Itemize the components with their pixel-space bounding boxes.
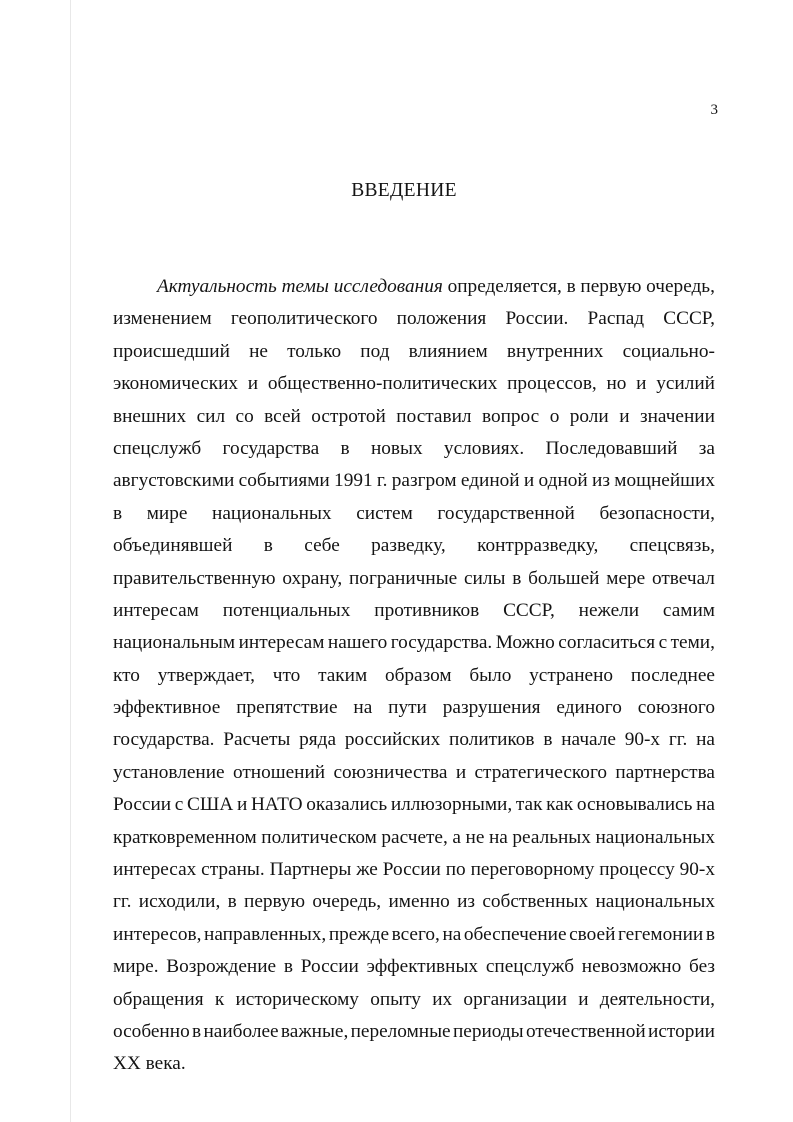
word: объединявшей bbox=[113, 535, 233, 557]
word: было bbox=[469, 664, 512, 686]
word: важные, bbox=[280, 1020, 349, 1042]
word: гегемонии bbox=[618, 923, 704, 945]
word: реальных bbox=[512, 826, 591, 848]
word: нежели bbox=[578, 599, 640, 621]
word: согласиться bbox=[558, 632, 656, 654]
word: эффективных bbox=[366, 956, 479, 978]
word: к bbox=[214, 988, 225, 1010]
word: новых bbox=[370, 437, 423, 459]
scan-edge-divider bbox=[70, 0, 71, 1122]
word: за bbox=[698, 437, 715, 459]
word: себе bbox=[304, 535, 340, 557]
word: особенно bbox=[113, 1020, 190, 1042]
word: большей bbox=[528, 567, 600, 589]
word: сил bbox=[196, 405, 226, 427]
word: всего, bbox=[391, 923, 440, 945]
word: процессов, bbox=[507, 373, 597, 395]
word: страны. bbox=[201, 859, 265, 881]
word: и bbox=[636, 373, 647, 395]
word: и bbox=[236, 794, 248, 816]
word: США bbox=[187, 794, 234, 816]
word: в bbox=[263, 535, 273, 557]
word: исходили, bbox=[138, 891, 221, 913]
word: таким bbox=[318, 664, 368, 686]
word: основывались bbox=[576, 794, 693, 816]
word: пути bbox=[388, 697, 427, 719]
word: организации bbox=[463, 988, 567, 1010]
word: на bbox=[488, 826, 508, 848]
word: и bbox=[247, 373, 259, 395]
text-line bbox=[113, 1048, 715, 1080]
word: политическом bbox=[261, 826, 377, 848]
word: отношений bbox=[232, 761, 326, 783]
word: со bbox=[235, 405, 254, 427]
word: не bbox=[249, 340, 268, 362]
word: 90-х bbox=[624, 729, 661, 751]
word: деятельности, bbox=[599, 988, 715, 1010]
text-line bbox=[113, 401, 715, 433]
word: периоды bbox=[452, 1020, 524, 1042]
word: в bbox=[512, 567, 522, 589]
word: и bbox=[619, 405, 630, 427]
word: национальных bbox=[595, 891, 715, 913]
word: XX века. bbox=[113, 1053, 186, 1075]
word: усилий bbox=[656, 373, 715, 395]
word: теми, bbox=[670, 632, 715, 654]
word: темы bbox=[281, 276, 329, 297]
word: роли bbox=[569, 405, 609, 427]
text-line bbox=[113, 919, 715, 951]
word: контрразведку, bbox=[477, 535, 599, 557]
word: значении bbox=[639, 405, 715, 427]
word: партнерства bbox=[615, 761, 715, 783]
word: опыту bbox=[370, 988, 421, 1010]
word: вопрос bbox=[481, 405, 540, 427]
word: в bbox=[192, 1020, 202, 1042]
word: пограничные bbox=[348, 567, 458, 589]
word: самим bbox=[662, 599, 715, 621]
section-title: ВВЕДЕНИЕ bbox=[351, 180, 457, 201]
word: России bbox=[300, 956, 359, 978]
word: переломные bbox=[350, 1020, 451, 1042]
word: одной bbox=[538, 470, 588, 492]
word: России. bbox=[505, 308, 569, 330]
word: Последовавший bbox=[545, 437, 678, 459]
word: правительственную bbox=[113, 567, 276, 589]
word: с bbox=[174, 794, 184, 816]
text-line bbox=[113, 984, 715, 1016]
word: национальным bbox=[113, 632, 236, 654]
word: г. bbox=[376, 470, 388, 492]
text-line bbox=[113, 789, 715, 821]
text-line bbox=[113, 368, 715, 400]
word: Возрождение bbox=[166, 956, 277, 978]
word: но bbox=[606, 373, 627, 395]
text-line bbox=[113, 692, 715, 724]
word: интересам bbox=[113, 599, 199, 621]
word: спецслужб bbox=[113, 437, 202, 459]
word: спецслужб bbox=[485, 956, 575, 978]
word: охрану, bbox=[282, 567, 343, 589]
word: первую bbox=[244, 891, 306, 913]
word: СССР, bbox=[503, 599, 555, 621]
word: потенциальных bbox=[222, 599, 351, 621]
word: 1991 bbox=[334, 470, 373, 492]
word: препятствие bbox=[236, 697, 338, 719]
word: геополитического bbox=[230, 308, 378, 330]
word: поставил bbox=[396, 405, 472, 427]
word: на bbox=[696, 729, 715, 751]
word: процессу bbox=[599, 859, 675, 881]
word: мире bbox=[146, 502, 188, 524]
word: спецсвязь, bbox=[629, 535, 715, 557]
word: на bbox=[442, 923, 462, 945]
word: без bbox=[689, 956, 715, 978]
word: внешних bbox=[113, 405, 187, 427]
word: разгром bbox=[391, 470, 457, 492]
word: внутренних bbox=[506, 340, 604, 362]
word: под bbox=[360, 340, 390, 362]
text-line bbox=[113, 822, 715, 854]
word: государства. bbox=[390, 632, 493, 654]
word: России bbox=[382, 859, 441, 881]
word: экономических bbox=[113, 373, 239, 395]
word: оказались bbox=[306, 794, 388, 816]
word: в bbox=[705, 923, 715, 945]
word: обращения bbox=[113, 988, 204, 1010]
word: очередь, bbox=[312, 891, 382, 913]
word: отвечал bbox=[652, 567, 715, 589]
word: союзничества bbox=[333, 761, 448, 783]
word: государственной bbox=[437, 502, 575, 524]
word: своей bbox=[569, 923, 616, 945]
word: происшедший bbox=[113, 340, 230, 362]
word: изменением bbox=[113, 308, 212, 330]
word: августовскими bbox=[113, 470, 235, 492]
word: мере bbox=[606, 567, 646, 589]
word: в bbox=[227, 891, 237, 913]
word: не bbox=[465, 826, 485, 848]
word: и bbox=[523, 470, 535, 492]
word: обеспечение bbox=[463, 923, 567, 945]
word: событиями bbox=[238, 470, 330, 492]
word: нашего bbox=[327, 632, 388, 654]
text-line bbox=[113, 303, 715, 335]
word: очередь, bbox=[646, 276, 715, 297]
text-line bbox=[113, 271, 715, 303]
word: государства. bbox=[113, 729, 215, 751]
text-line bbox=[113, 724, 715, 756]
body-paragraph bbox=[113, 271, 715, 1081]
word: условиях. bbox=[443, 437, 525, 459]
word: в bbox=[283, 956, 293, 978]
text-line bbox=[113, 757, 715, 789]
word: Актуальность bbox=[157, 276, 277, 297]
word: Расчеты bbox=[223, 729, 291, 751]
word: социально- bbox=[622, 340, 715, 362]
text-line bbox=[113, 563, 715, 595]
word: их bbox=[432, 988, 453, 1010]
word: национальных bbox=[595, 826, 715, 848]
text-line bbox=[113, 660, 715, 692]
word: из bbox=[592, 470, 610, 492]
word: определяется, bbox=[447, 276, 562, 297]
text-line bbox=[113, 1016, 715, 1048]
word: и bbox=[578, 988, 589, 1010]
word: переговорному bbox=[470, 859, 595, 881]
word: Распад bbox=[587, 308, 645, 330]
word: разведку, bbox=[371, 535, 446, 557]
word: по bbox=[445, 859, 466, 881]
word: истории bbox=[648, 1020, 715, 1042]
word: положения bbox=[396, 308, 487, 330]
word: кратковременном bbox=[113, 826, 257, 848]
word: отечественной bbox=[525, 1020, 646, 1042]
word: гг. bbox=[113, 891, 132, 913]
word: образом bbox=[384, 664, 452, 686]
word: гг. bbox=[668, 729, 688, 751]
text-line bbox=[113, 854, 715, 886]
word: иллюзорными, bbox=[390, 794, 513, 816]
text-line bbox=[113, 886, 715, 918]
word: утверждает, bbox=[157, 664, 256, 686]
text-line bbox=[113, 465, 715, 497]
word: в bbox=[340, 437, 350, 459]
word: именно bbox=[388, 891, 450, 913]
word: политиков bbox=[449, 729, 535, 751]
text-line bbox=[113, 595, 715, 627]
word: о bbox=[549, 405, 560, 427]
word: в bbox=[113, 502, 123, 524]
word: же bbox=[356, 859, 378, 881]
text-line bbox=[113, 951, 715, 983]
word: на bbox=[696, 794, 715, 816]
word: Партнеры bbox=[269, 859, 352, 881]
word: последнее bbox=[630, 664, 715, 686]
word: единого bbox=[556, 697, 622, 719]
word: НАТО bbox=[250, 794, 303, 816]
word: так bbox=[515, 794, 543, 816]
word: эффективное bbox=[113, 697, 221, 719]
word: силы bbox=[464, 567, 506, 589]
word: остротой bbox=[311, 405, 386, 427]
word: государства bbox=[222, 437, 320, 459]
text-line bbox=[113, 498, 715, 530]
word: исследования bbox=[333, 276, 443, 297]
text-line bbox=[113, 627, 715, 659]
word: национальных bbox=[212, 502, 332, 524]
word: историческому bbox=[235, 988, 359, 1010]
word: стратегического bbox=[474, 761, 608, 783]
word: на bbox=[353, 697, 373, 719]
word: общественно-политических bbox=[267, 373, 498, 395]
word: мощнейших bbox=[614, 470, 715, 492]
word: устранено bbox=[529, 664, 614, 686]
word: интересов, bbox=[113, 923, 202, 945]
word: 90-х bbox=[679, 859, 715, 881]
word: мире. bbox=[113, 956, 159, 978]
word: начале bbox=[561, 729, 616, 751]
word: установление bbox=[113, 761, 225, 783]
text-line bbox=[113, 336, 715, 368]
word: и bbox=[455, 761, 467, 783]
word: единой bbox=[460, 470, 520, 492]
word: интересах bbox=[113, 859, 197, 881]
word: прежде bbox=[328, 923, 390, 945]
word: России bbox=[113, 794, 172, 816]
word: наиболее bbox=[203, 1020, 279, 1042]
word: СССР, bbox=[663, 308, 715, 330]
page-number: 3 bbox=[710, 102, 718, 118]
word: первую bbox=[580, 276, 642, 297]
word: что bbox=[272, 664, 301, 686]
word: невозможно bbox=[581, 956, 682, 978]
word: только bbox=[287, 340, 342, 362]
word: с bbox=[658, 632, 668, 654]
word: союзного bbox=[637, 697, 715, 719]
word: расчете, bbox=[381, 826, 448, 848]
text-line bbox=[113, 530, 715, 562]
word: интересам bbox=[238, 632, 325, 654]
word: противников bbox=[374, 599, 480, 621]
text-line bbox=[113, 433, 715, 465]
word: как bbox=[546, 794, 574, 816]
word: разрушения bbox=[442, 697, 541, 719]
word: систем bbox=[356, 502, 413, 524]
word: из bbox=[457, 891, 476, 913]
word: всей bbox=[264, 405, 301, 427]
word: ряда bbox=[299, 729, 337, 751]
word: Можно bbox=[495, 632, 555, 654]
word: кто bbox=[113, 664, 140, 686]
word: а bbox=[452, 826, 461, 848]
word: собственных bbox=[482, 891, 589, 913]
word: влиянием bbox=[408, 340, 488, 362]
word: российских bbox=[344, 729, 441, 751]
word: безопасности, bbox=[599, 502, 715, 524]
word: в bbox=[566, 276, 576, 297]
word: в bbox=[543, 729, 553, 751]
word: направленных, bbox=[204, 923, 327, 945]
